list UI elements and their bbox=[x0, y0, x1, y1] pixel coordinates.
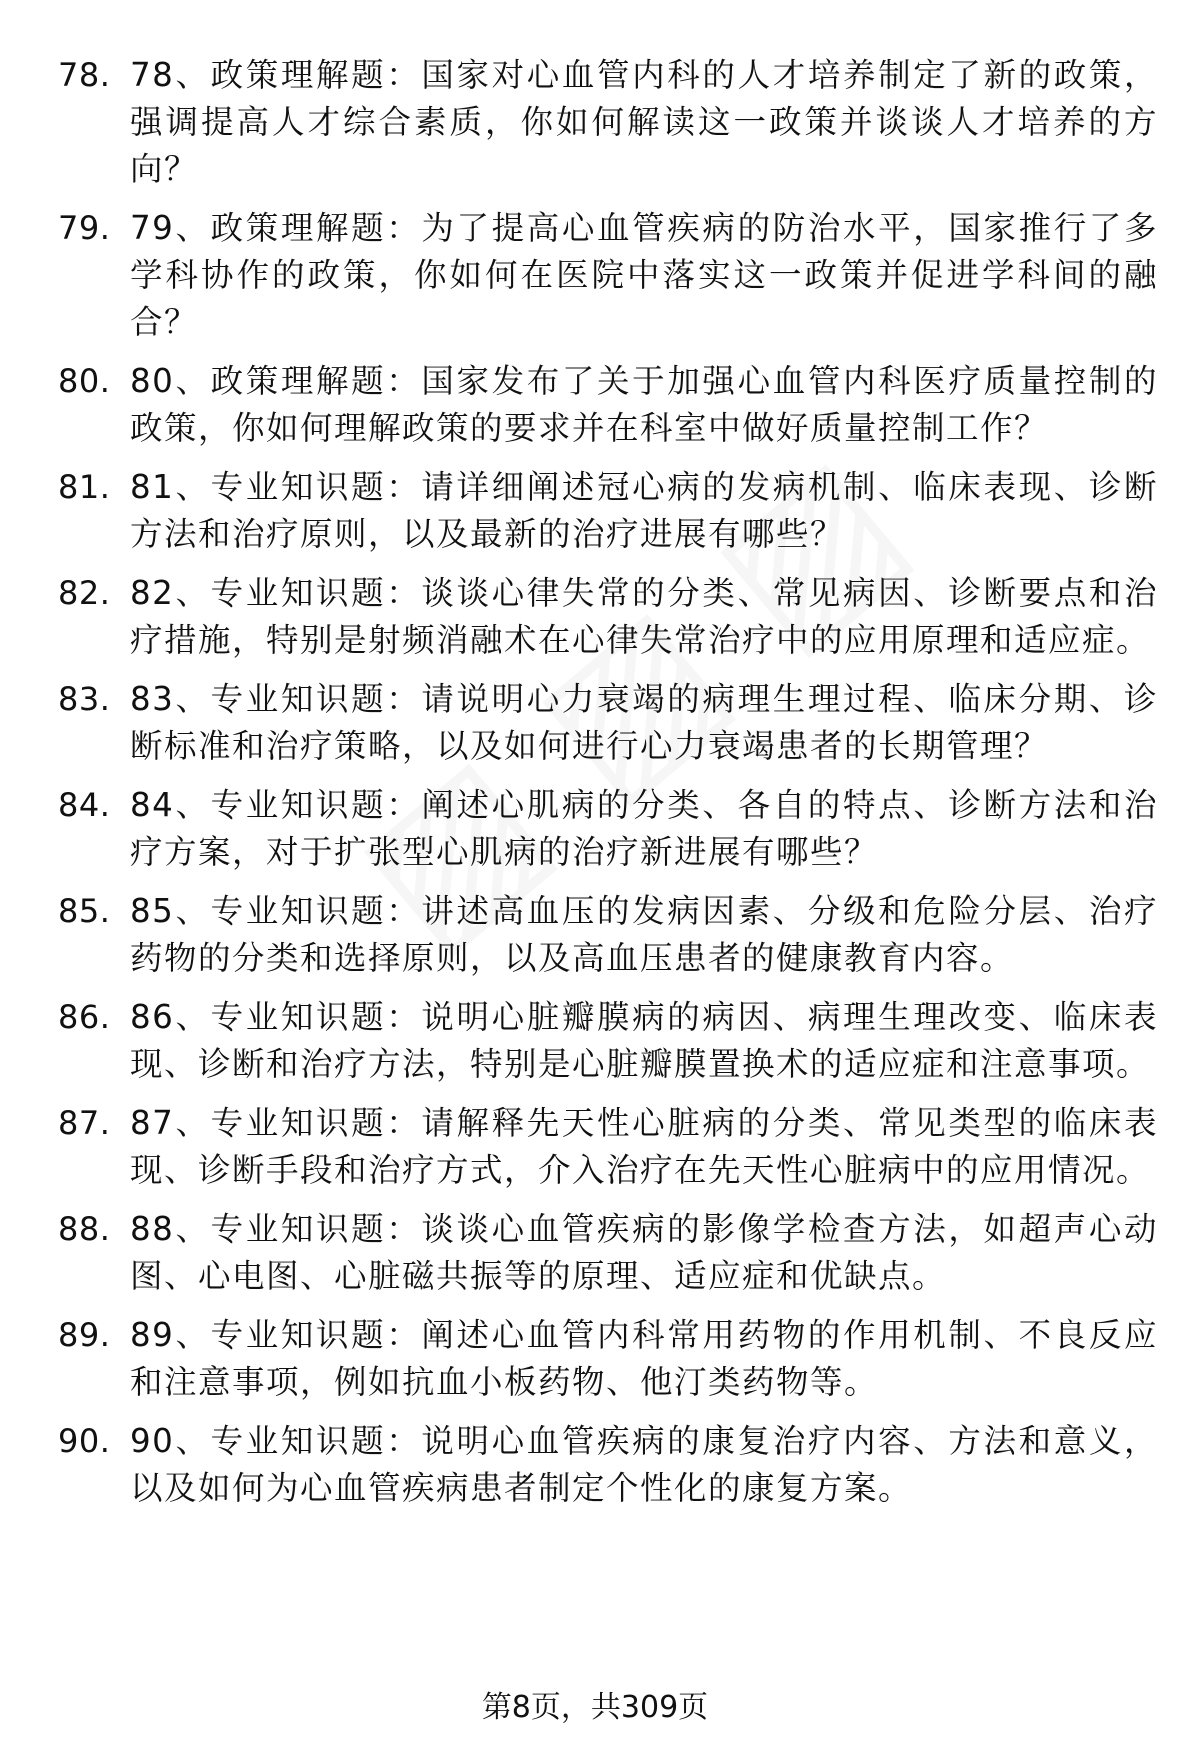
item-text: 81、专业知识题：请详细阐述冠心病的发病机制、临床表现、诊断方法和治疗原则，以及最新的治疗进展有哪些？ bbox=[130, 468, 1158, 553]
list-item bbox=[58, 1418, 1158, 1512]
item-number: 88. bbox=[58, 1210, 111, 1248]
list-item bbox=[58, 464, 1158, 558]
item-text: 78、政策理解题：国家对心血管内科的人才培养制定了新的政策，强调提高人才综合素质，你如何解读这一政策并谈谈人才培养的方向？ bbox=[130, 56, 1158, 188]
list-item bbox=[58, 1206, 1158, 1300]
item-number: 86. bbox=[58, 998, 111, 1036]
item-text: 80、政策理解题：国家发布了关于加强心血管内科医疗质量控制的政策，你如何理解政策的要求并在科室中做好质量控制工作？ bbox=[130, 362, 1158, 447]
item-text: 90、专业知识题：说明心血管疾病的康复治疗内容、方法和意义，以及如何为心血管疾病患者制定个性化的康复方案。 bbox=[130, 1422, 1158, 1507]
list-item bbox=[58, 994, 1158, 1088]
item-text: 79、政策理解题：为了提高心血管疾病的防治水平，国家推行了多学科协作的政策，你如何在医院中落实这一政策并促进学科间的融合？ bbox=[130, 209, 1158, 341]
list-item bbox=[58, 1100, 1158, 1194]
item-number: 87. bbox=[58, 1104, 111, 1142]
list-item bbox=[58, 676, 1158, 770]
list-item bbox=[58, 52, 1158, 193]
item-number: 82. bbox=[58, 574, 111, 612]
item-number: 84. bbox=[58, 786, 111, 824]
item-text: 83、专业知识题：请说明心力衰竭的病理生理过程、临床分期、诊断标准和治疗策略，以及如何进行心力衰竭患者的长期管理？ bbox=[130, 680, 1158, 765]
item-number: 89. bbox=[58, 1316, 111, 1354]
item-number: 85. bbox=[58, 892, 111, 930]
question-list bbox=[58, 52, 1158, 1524]
list-item bbox=[58, 782, 1158, 876]
item-text: 82、专业知识题：谈谈心律失常的分类、常见病因、诊断要点和治疗措施，特别是射频消融术在心律失常治疗中的应用原理和适应症。 bbox=[130, 574, 1158, 659]
list-item bbox=[58, 888, 1158, 982]
item-number: 78. bbox=[58, 56, 111, 94]
item-number: 90. bbox=[58, 1422, 111, 1460]
list-item bbox=[58, 1312, 1158, 1406]
item-text: 85、专业知识题：讲述高血压的发病因素、分级和危险分层、治疗药物的分类和选择原则，以及高血压患者的健康教育内容。 bbox=[130, 892, 1158, 977]
item-number: 81. bbox=[58, 468, 111, 506]
item-text: 84、专业知识题：阐述心肌病的分类、各自的特点、诊断方法和治疗方案，对于扩张型心肌病的治疗新进展有哪些？ bbox=[130, 786, 1158, 871]
item-text: 86、专业知识题：说明心脏瓣膜病的病因、病理生理改变、临床表现、诊断和治疗方法，特别是心脏瓣膜置换术的适应症和注意事项。 bbox=[130, 998, 1158, 1083]
item-text: 87、专业知识题：请解释先天性心脏病的分类、常见类型的临床表现、诊断手段和治疗方式，介入治疗在先天性心脏病中的应用情况。 bbox=[130, 1104, 1158, 1189]
page-number: 第8页，共309页 bbox=[481, 1690, 709, 1725]
list-item bbox=[58, 570, 1158, 664]
item-text: 88、专业知识题：谈谈心血管疾病的影像学检查方法，如超声心动图、心电图、心脏磁共振等的原理、适应症和优缺点。 bbox=[130, 1210, 1158, 1295]
item-number: 79. bbox=[58, 209, 111, 247]
list-item bbox=[58, 205, 1158, 346]
item-number: 83. bbox=[58, 680, 111, 718]
item-number: 80. bbox=[58, 362, 111, 400]
item-text: 89、专业知识题：阐述心血管内科常用药物的作用机制、不良反应和注意事项，例如抗血小板药物、他汀类药物等。 bbox=[130, 1316, 1158, 1401]
list-item bbox=[58, 358, 1158, 452]
